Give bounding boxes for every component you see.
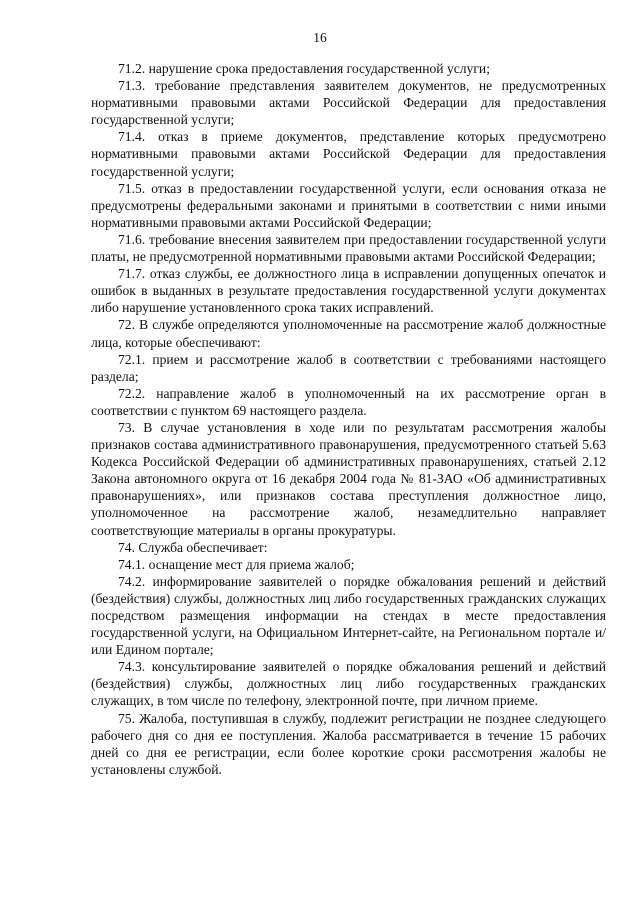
- document-body: [91, 60, 606, 778]
- paragraph-74: 74. Служба обеспечивает:: [118, 539, 268, 555]
- paragraph-71-6: 71.6. требование внесения заявителем при предоставлении государственной услуги платы, не предусмотренной нормативными правовыми актами Российской Федерации;: [91, 231, 606, 265]
- paragraph-72-1: 72.1. прием и рассмотрение жалоб в соответствии с требованиями настоящего раздела;: [91, 351, 606, 384]
- paragraph-72: 72. В службе определяются уполномоченные на рассмотрение жалоб должностные лица, которые обеспечивают:: [91, 317, 606, 350]
- paragraph-74-3: 74.3. консультирование заявителей о порядке обжалования решений и действий (бездействия) службы, должностных лиц либо государственных гражданских служащих, в том числе по телефону, электронной почте, при личном приеме.: [91, 659, 606, 709]
- paragraph-71-4: 71.4. отказ в приеме документов, представление которых предусмотрено нормативными правовыми актами Российской Федерации для предоставления государственной услуги;: [91, 129, 606, 179]
- paragraph-71-7: 71.7. отказ службы, ее должностного лица в исправлении допущенных опечаток и ошибок в выданных в результате предоставления государственной услуги документах либо нарушение установленного срока таких исправлений.: [91, 266, 606, 316]
- paragraph-72-2: 72.2. направление жалоб в уполномоченный на их рассмотрение орган в соответствии с пунктом 69 настоящего раздела.: [91, 385, 606, 418]
- paragraph-74-1: 74.1. оснащение мест для приема жалоб;: [118, 556, 355, 572]
- page-number: 16: [313, 30, 327, 45]
- paragraph-75: 75. Жалоба, поступившая в службу, подлежит регистрации не позднее следующего рабочего дня со дня ее поступления. Жалоба рассматривается в течение 15 рабочих дней со дня ее регистрации, если более короткие сроки рассмотрения жалобы не установлены службой.: [91, 710, 606, 777]
- paragraph-71-3: 71.3. требование представления заявителем документов, не предусмотренных нормативными правовыми актами Российской Федерации для предоставления государственной услуги;: [91, 78, 606, 128]
- paragraph-73: 73. В случае установления в ходе или по результатам рассмотрения жалобы признаков состава административного правонарушения, предусмотренного статьей 5.63 Кодекса Российской Федерации об административных правонарушениях, статьей 2.12 Закона автономного округа от 16 декабря 2004 года № 81-ЗАО «Об административных правонарушениях», или признаков состава преступления должностное лицо, уполномоченное на рассмотрение жалоб, незамедлительно направляет соответствующие материалы в органы прокуратуры.: [91, 419, 606, 538]
- paragraph-71-5: 71.5. отказ в предоставлении государственной услуги, если основания отказа не предусмотрены федеральными законами и принятыми в соответствии с ними иными нормативными правовыми актами Российской Федерации;: [91, 180, 606, 230]
- paragraph-74-2: 74.2. информирование заявителей о порядке обжалования решений и действий (бездействия) службы, должностных лиц либо государственных гражданских служащих посредством размещения информации на стендах в месте предоставления государственной услуги, на Официальном Интернет-сайте, на Региональном портале и/или Едином портале;: [91, 573, 606, 658]
- paragraph-71-2: 71.2. нарушение срока предоставления государственной услуги;: [118, 61, 490, 76]
